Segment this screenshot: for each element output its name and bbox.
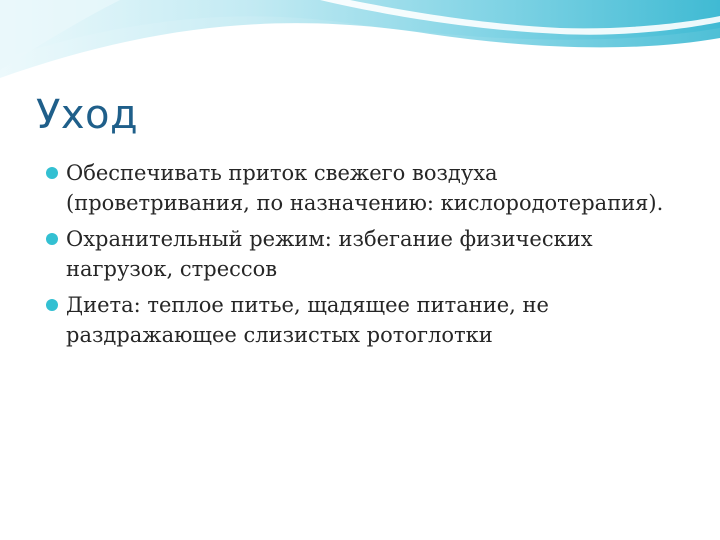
slide-title: Уход xyxy=(36,92,139,138)
bullet-dot-icon xyxy=(46,233,58,245)
wave-band-main xyxy=(0,0,720,78)
bullet-item-diet xyxy=(44,290,684,350)
bullet-list xyxy=(44,158,684,350)
bullet-dot-icon xyxy=(46,299,58,311)
bullet-text: Диета: теплое питье, щадящее питание, не раздражающее слизистых ротоглотки xyxy=(66,293,549,347)
header-wave-decoration xyxy=(0,0,720,90)
bullet-dot-icon xyxy=(46,167,58,179)
bullet-text: Охранительный режим: избегание физических нагрузок, стрессов xyxy=(66,227,593,281)
bullet-item-fresh-air xyxy=(44,158,684,218)
bullet-text: Обеспечивать приток свежего воздуха (проветривания, по назначению: кислородотерапия). xyxy=(66,161,664,215)
bullet-item-protective-regime xyxy=(44,224,684,284)
